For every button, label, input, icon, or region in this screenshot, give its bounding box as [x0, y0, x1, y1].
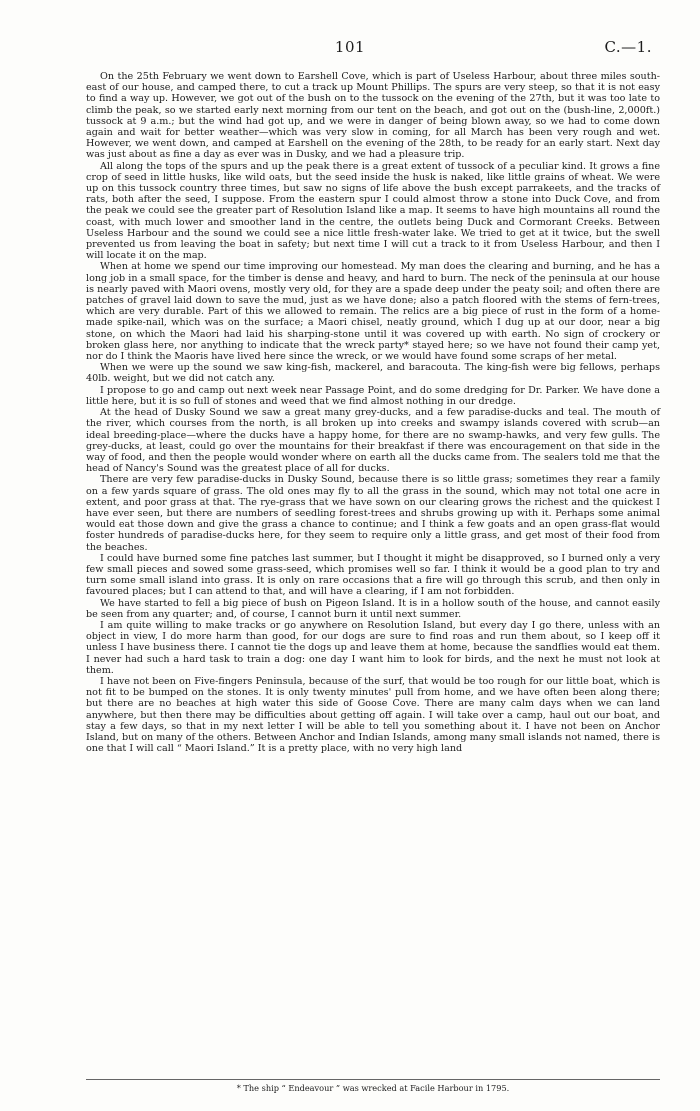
- paragraph: I have not been on Five-fingers Peninsula, because of the surf, that would be too rough for our little boat, which is not fit to be bumped on the stones. It is only twenty minutes' pull from home, and we have often been along there; but there are no beaches at high water this side of Goose Cove. There are many calm days when we can land anywhere, but then there may be difficulties about getting off again. I will take over a camp, haul out our boat, and stay a few days, so that in my next letter I will be able to tell you something about it. I have not been on Anchor Island, but on many of the others. Between Anchor and Indian Islands, among many small islands not named, there is one that I will call “ Maori Island.” It is a pretty place, with no very high land: [86, 675, 660, 755]
- footnote-divider: [86, 1079, 660, 1080]
- paragraph: I could have burned some fine patches last summer, but I thought it might be disapproved, so I burned only a very few small pieces and sowed some grass-seed, which promises well so far. I think it would be a good plan to try and turn some small island into grass. It is only on rare occasions that a fire will go through this scrub, and then only in favoured places; but I can attend to that, and will have a clearing, if I am not forbidden.: [86, 552, 660, 598]
- paragraph: There are very few paradise-ducks in Dusky Sound, because there is so little grass; sometimes they rear a family on a few yards square of grass. The old ones may fly to all the grass in the sound, which may not total one acre in extent, and poor grass at that. The rye-grass that we have sown on our clearing grows the richest and the quickest I have ever seen, but there are numbers of seedling forest-trees and shrubs growing up with it. Perhaps some animal would eat those down and give the grass a chance to continue; and I think a few goats and an open grass-flat would foster hundreds of paradise-ducks here, for they seem to require only a little grass, and get most of their food from the beaches.: [86, 474, 660, 553]
- document-code: C.—1.: [604, 38, 652, 56]
- body-text: [86, 71, 660, 754]
- paragraph: All along the tops of the spurs and up the peak there is a great extent of tussock of a peculiar kind. It grows a fine crop of seed in little husks, like wild oats, but the seed inside the husk is naked, like little grains of wheat. We were up on this tussock country three times, but saw no signs of life above the bush except parrakeets, and the tracks of rats, both after the seed, I suppose. From the eastern spur I could almost throw a stone into Duck Cove, and from the peak we could see the greater part of Resolution Island like a map. It seems to have high mountains all round the coast, with much lower and smoother land in the centre, the outlets being Duck and Cormorant Creeks. Between Useless Harbour and the sound we could see a nice little fresh-water lake. We tried to get at it twice, but the swell prevented us from leaving the boat in safety; but next time I will cut a track to it from Useless Harbour, and then I will locate it on the map.: [86, 160, 660, 262]
- footnote: * The ship “ Endeavour ” was wrecked at Facile Harbour in 1795.: [236, 1083, 510, 1093]
- paragraph: We have started to fell a big piece of bush on Pigeon Island. It is in a hollow south of the house, and cannot easily be seen from any quarter; and, of course, I cannot burn it until next summer.: [86, 597, 660, 620]
- page-number: 101: [334, 38, 366, 56]
- paragraph: I am quite willing to make tracks or go anywhere on Resolution Island, but every day I go there, unless with an object in view, I do more harm than good, for our dogs are sure to find roas and run them about, so I keep off it unless I have business there. I cannot tie the dogs up and leave them at home, because the sandflies would eat them. I never had such a hard task to train a dog: one day I want him to look for birds, and the next he must not look at them.: [86, 619, 660, 676]
- paragraph: I propose to go and camp out next week near Passage Point, and do some dredging for Dr. Parker. We have done a little here, but it is so full of stones and weed that we find almost nothing in our dredge.: [86, 384, 660, 407]
- paragraph: On the 25th February we went down to Earshell Cove, which is part of Useless Harbour, about three miles south-east of our house, and camped there, to cut a track up Mount Phillips. The spurs are very steep, so that it is not easy to find a way up. However, we got out of the bush on to the tussock on the evening of the 27th, but it was too late to climb the peak, so we started early next morning from our tent on the beach, and got out on the (bush-line, 2,000ft.) tussock at 9 a.m.; but the wind had got up, and we were in danger of being blown away, so we had to come down again and wait for better weather—which was very slow in coming, for all March has been very rough and wet. However, we went down, and camped at Earshell on the evening of the 28th, to be ready for an early start. Next day was just about as fine a day as ever was in Dusky, and we had a pleasure trip.: [86, 71, 660, 161]
- paragraph: When we were up the sound we saw king-fish, mackerel, and baracouta. The king-fish were big fellows, perhaps 40lb. weight, but we did not catch any.: [86, 362, 660, 385]
- paragraph: At the head of Dusky Sound we saw a great many grey-ducks, and a few paradise-ducks and teal. The mouth of the river, which courses from the north, is all broken up into creeks and swampy islands covered with scrub—an ideal breeding-place—where the ducks have a happy home, for there are no swamp-hawks, and very few gulls. The grey-ducks, at least, could go over the mountains for their breakfast if there was encouragement on that side in the way of food, and then the people would wonder where on earth all the ducks came from. The sealers told me that the head of Nancy's Sound was the greatest place of all for ducks.: [86, 407, 660, 475]
- paragraph: When at home we spend our time improving our homestead. My man does the clearing and burning, and he has a long job in a small space, for the timber is dense and heavy, and hard to burn. The neck of the peninsula at our house is nearly paved with Maori ovens, mostly very old, for they are a spade deep under the peaty soil; and often there are patches of gravel laid down to save the mud, just as we have done; also a patch floored with the stems of fern-trees, which are very durable. Part of this we allowed to remain. The relics are a big piece of rust in the form of a home-made spike-nail, which was on the surface; a Maori chisel, neatly ground, which I dug up at our door, near a big stone, on which the Maori had laid his sharping-stone until it was covered up with earth. No sign of crockery or broken glass here, nor anything to indicate that the wreck party* stayed here; so we have not found their camp yet, nor do I think the Maoris have lived here since the wreck, or we would have found some scraps of her metal.: [86, 261, 660, 363]
